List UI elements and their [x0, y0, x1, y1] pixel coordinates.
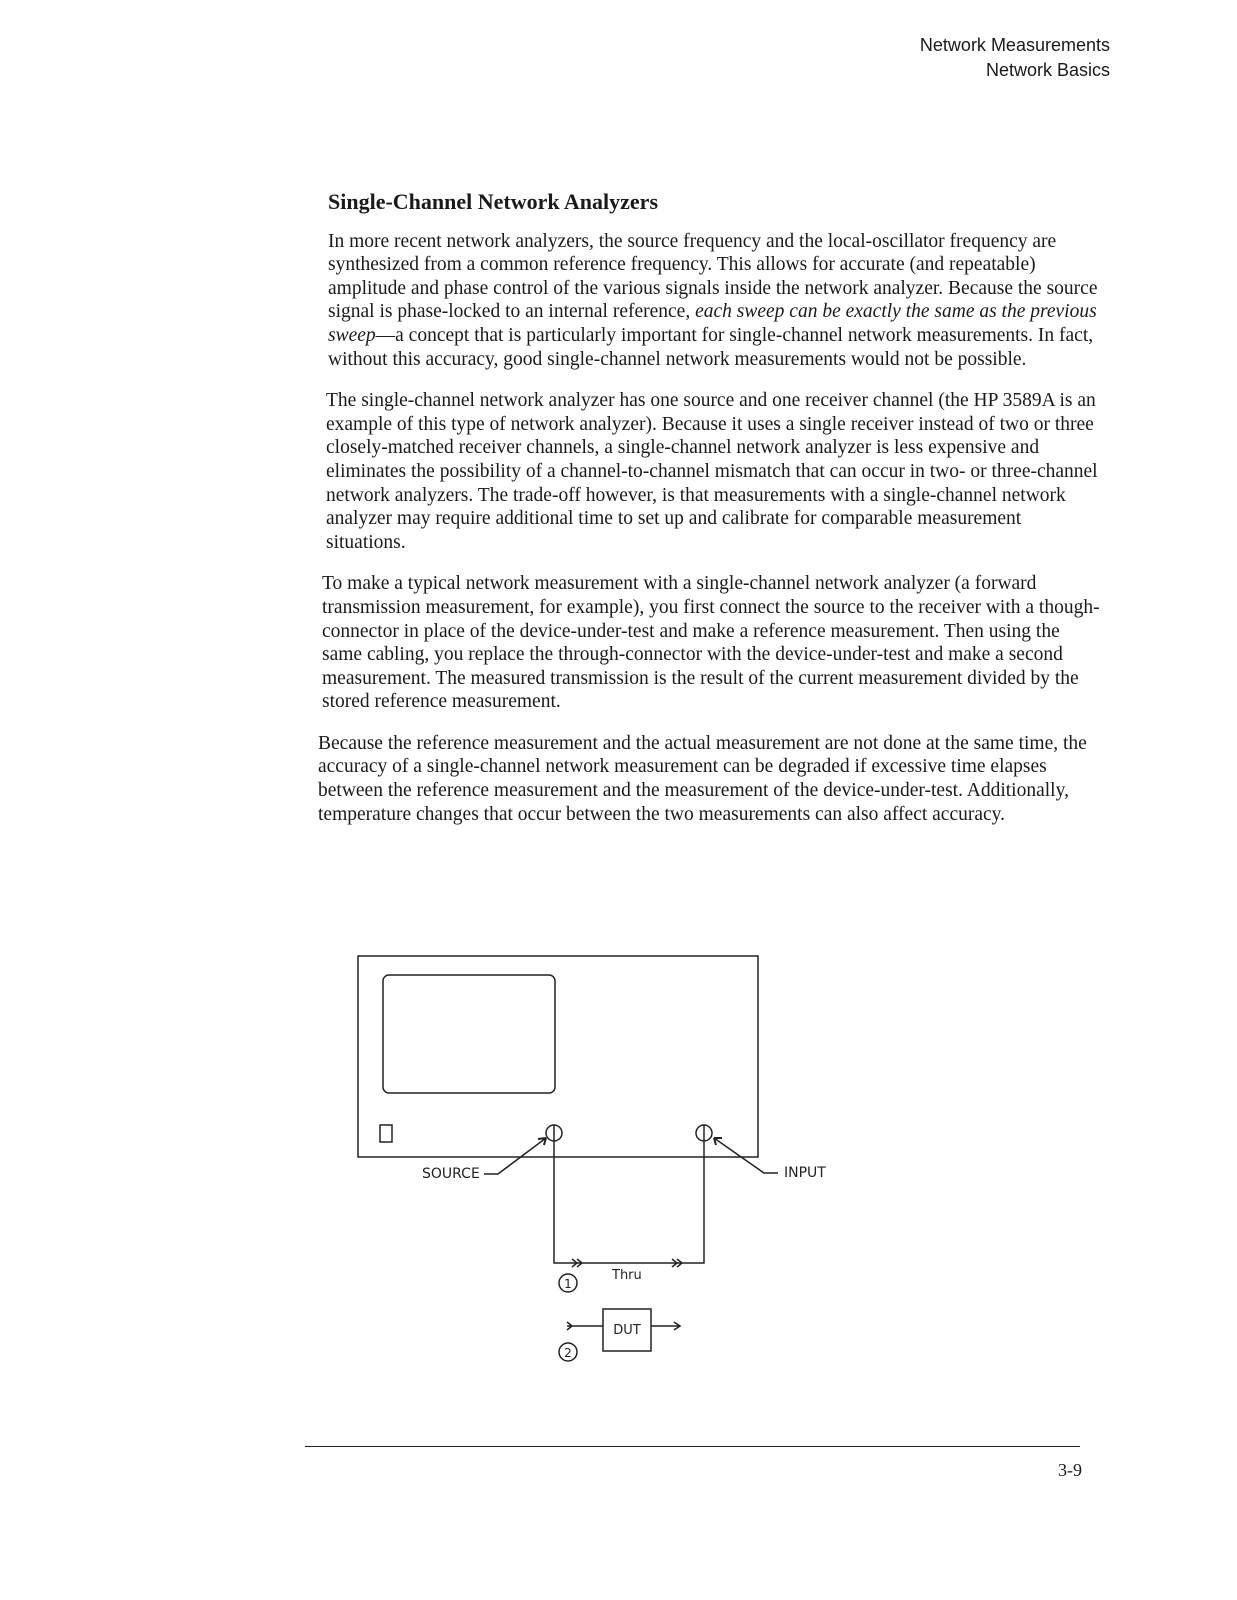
paragraph-1-end: —a concept that is particularly important for single-channel network measurements. In fact, without this accuracy, good single-channel network measurements would not be possible.: [328, 324, 1094, 370]
running-header: [920, 33, 1110, 83]
input-label: INPUT: [784, 1165, 826, 1181]
diagram-svg: [350, 950, 830, 1390]
page-number: 3-9: [1058, 1460, 1082, 1480]
step-1-label: 1: [564, 1277, 572, 1291]
header-line-2: Network Basics: [985, 60, 1110, 80]
source-leader: [484, 1138, 546, 1174]
main-content: [318, 190, 1100, 844]
paragraph-1-italic: each sweep can be exactly the same as the previous sweep: [328, 301, 1097, 346]
power-switch: [380, 1125, 392, 1142]
thru-cable: [554, 1125, 704, 1263]
input-leader: [714, 1138, 778, 1173]
source-label: SOURCE: [422, 1166, 480, 1182]
paragraph-1-start: In more recent network analyzers, the source frequency and the local-oscillator frequency are synthesized from a common reference frequency. This allows for accurate (and repeatable) amplitude and phase control of the various signals inside the network analyzer. Because the source signal is phase-locked to an internal reference,: [328, 230, 1098, 323]
thru-label: Thru: [612, 1268, 642, 1283]
measurement-diagram: [350, 950, 830, 1390]
dut-output-lead: [651, 1322, 680, 1330]
analyzer-screen: [383, 975, 555, 1093]
section-title: Single-Channel Network Analyzers: [328, 189, 658, 214]
header-line-1: Network Measurements: [919, 35, 1110, 55]
paragraph-4: Because the reference measurement and the actual measurement are not done at the same time, the accuracy of a single-channel network measurement can be degraded if excessive time elapses between the reference measurement and the measurement of the device-under-test. Additionally, temperature changes that occur between the two measurements can also affect accuracy.: [318, 732, 1087, 825]
step-2-label: 2: [564, 1346, 572, 1360]
paragraph-3: To make a typical network measurement with a single-channel network analyzer (a forward transmission measurement, for example), you first connect the source to the receiver with a though-connector in place of the device-under-test and make a reference measurement. Then using the same cabling, you replace the through-connector with the device-under-test and make a second measurement. The measured transmission is the result of the current measurement divided by the stored reference measurement.: [322, 573, 1100, 713]
footer-rule: [305, 1446, 1080, 1447]
paragraph-2: The single-channel network analyzer has one source and one receiver channel (the HP 3589A is an example of this type of network analyzer). Because it uses a single receiver instead of two or three closely-matched receiver channels, a single-channel network analyzer is less expensive and eliminates the possibility of a channel-to-channel mismatch that can occur in two- or three-channel network analyzers. The trade-off however, is that measurements with a single-channel network analyzer may require additional time to set up and calibrate for comparable measurement situations.: [326, 390, 1098, 553]
dut-input-lead: [567, 1322, 603, 1330]
paragraph-1: [328, 230, 1100, 372]
dut-label: DUT: [613, 1323, 641, 1338]
